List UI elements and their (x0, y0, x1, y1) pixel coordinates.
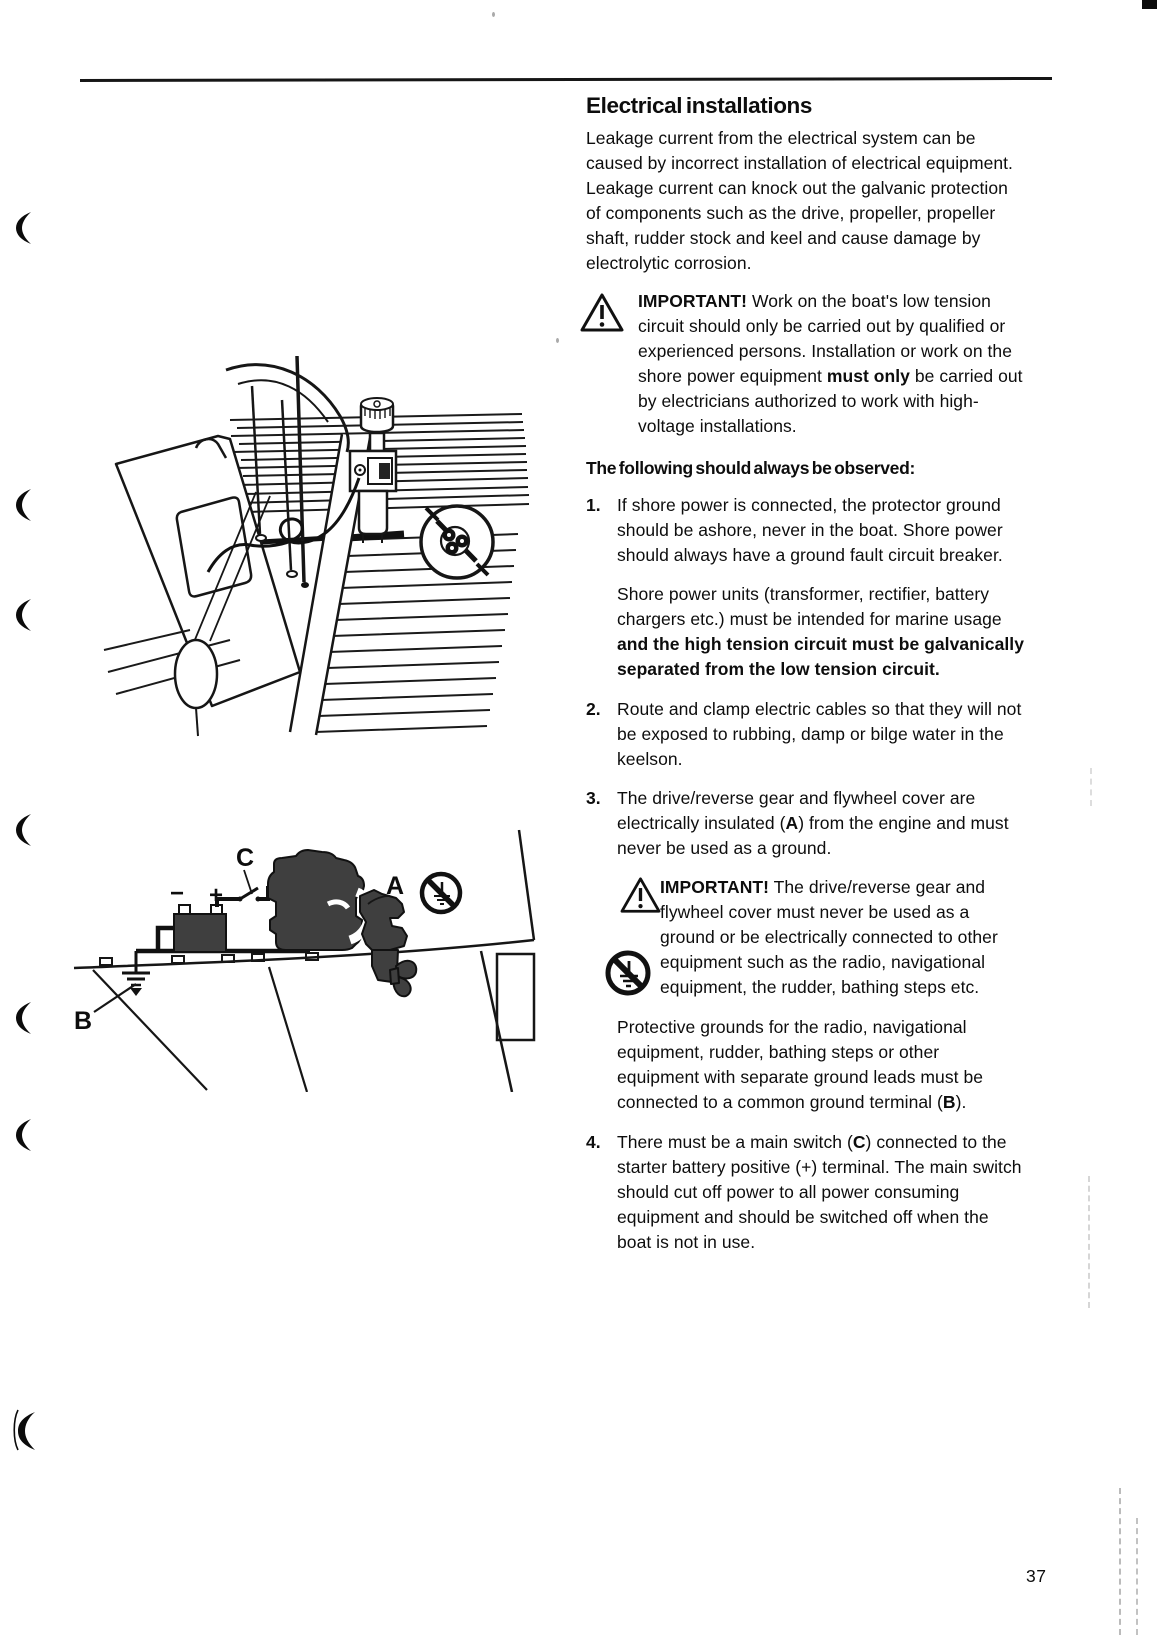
item-text: The drive/reverse gear and flywheel cover are electrically insulated (A) from the engine and must never be used as a ground. (617, 788, 1009, 858)
scan-speck (492, 12, 495, 17)
observed-heading: The following should always be observed: (586, 458, 916, 478)
shore-power-illustration (80, 342, 530, 754)
scan-dash-artifact (1136, 1518, 1138, 1635)
item-number: 2. (586, 699, 601, 719)
top-rule-divider (80, 77, 1052, 82)
item-text: There must be a main switch (C) connected to the starter battery positive (+) terminal. The main switch should cut off power to all power consuming equipment and should be switched off when the boat is not in use. (617, 1132, 1022, 1252)
list-item-1-continued: Shore power units (transformer, rectifier, battery chargers etc.) must be intended for marine usage and the high tension circuit must be galvanically separated from the low tension circuit. (617, 584, 1024, 679)
no-engine-ground-icon (422, 874, 460, 912)
important-note-text: IMPORTANT! The drive/reverse gear and flywheel cover must never be used as a ground or be electrically connected to other equipment such as the radio, navigational equipment, the rudder, bathing steps etc. (660, 877, 998, 997)
binding-mark-icon (14, 813, 34, 847)
shore-power-pedestal (350, 398, 396, 543)
starter-battery (170, 880, 226, 952)
list-item-4 (586, 1130, 1024, 1255)
list-item-1 (586, 493, 1024, 568)
scan-speck (556, 338, 559, 343)
warning-triangle-icon (580, 292, 624, 333)
protective-grounds-paragraph: Protective grounds for the radio, navigational equipment, rudder, bathing steps or other equipment with separate ground leads must be connected to a common ground terminal (B). (617, 1017, 984, 1112)
battery-minus-label: − (170, 880, 185, 907)
page-title: Electrical installations (586, 93, 812, 118)
label-c-pointer (244, 870, 252, 894)
binding-mark-icon (14, 488, 34, 522)
no-engine-ground-icon (604, 949, 652, 997)
text-column (586, 92, 1024, 1269)
intro-paragraph: Leakage current from the electrical system can be caused by incorrect installation of electrical equipment. Leakage current can knock out the galvanic protection of components such as the drive, propeller, propeller shaft, rudder stock and keel and cause damage by electrolytic corrosion. (586, 128, 1013, 273)
important-note-2 (617, 875, 1024, 1000)
main-switch (217, 888, 274, 907)
item-number: 1. (586, 495, 601, 515)
binding-mark-icon (14, 211, 34, 245)
label-a: A (386, 872, 405, 900)
scan-dash-artifact (1119, 1488, 1121, 1635)
binding-mark-icon (14, 598, 34, 632)
grounding-diagram-illustration (60, 800, 540, 1092)
label-b: B (74, 1007, 93, 1035)
item-text: If shore power is connected, the protector ground should be ashore, never in the boat. Shore power should always have a ground fault circuit breaker. (617, 495, 1003, 565)
item-text: Route and clamp electric cables so that they will not be exposed to rubbing, damp or bilge water in the keelson. (617, 699, 1022, 769)
label-c: C (236, 844, 255, 872)
cable-cross-section-inset (421, 506, 493, 578)
item-number: 3. (586, 788, 601, 808)
scan-corner-mark (1142, 0, 1157, 9)
scan-dash-artifact (1088, 1176, 1090, 1308)
sterndrive (360, 890, 416, 996)
list-item-3 (586, 786, 1024, 861)
battery-plus-label: + (209, 882, 224, 909)
binding-mark-icon (12, 1408, 39, 1454)
important-note-1 (586, 289, 1024, 439)
list-item-2 (586, 697, 1024, 772)
important-note-text: IMPORTANT! Work on the boat's low tension circuit should only be carried out by qualified or experienced persons. Installation or work on the shore power equipment must only be carried out by electricians authorized to work with high-voltage installations. (638, 291, 1023, 436)
binding-mark-icon (14, 1001, 34, 1035)
item-number: 4. (586, 1132, 601, 1152)
engine-block (268, 850, 364, 950)
page-number: 37 (1026, 1566, 1047, 1586)
binding-mark-icon (14, 1118, 34, 1152)
warning-triangle-icon (620, 876, 661, 914)
scan-dash-artifact (1090, 768, 1092, 806)
